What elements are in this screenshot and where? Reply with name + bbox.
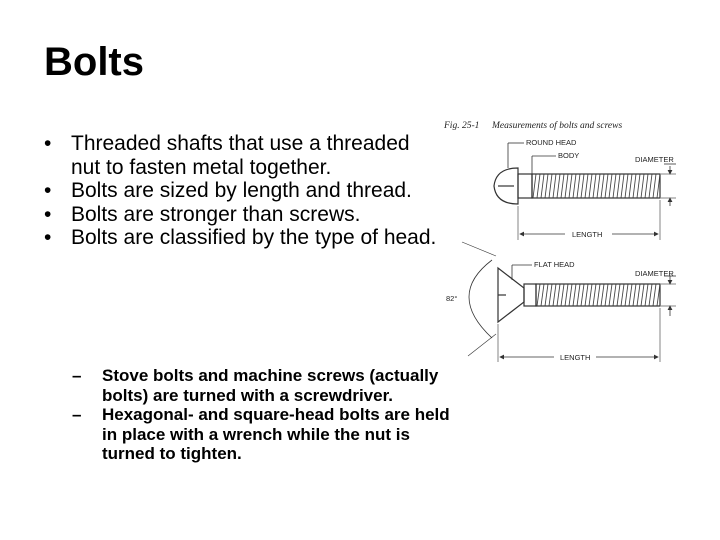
thread-line <box>645 284 648 306</box>
thread-line <box>537 284 540 306</box>
bullet-text: Bolts are stronger than screws. <box>71 202 361 226</box>
bullet-item <box>44 132 439 179</box>
thread-line <box>561 174 564 198</box>
thread-line <box>553 174 556 198</box>
thread-line <box>569 284 572 306</box>
thread-line <box>581 284 584 306</box>
thread-line <box>637 174 640 198</box>
round-head-label: ROUND HEAD <box>526 138 577 147</box>
thread-line <box>621 284 624 306</box>
thread-line <box>589 174 592 198</box>
thread-line <box>549 284 552 306</box>
sub-bullet-item <box>72 405 462 464</box>
bullet-item <box>44 179 439 203</box>
thread-line <box>565 284 568 306</box>
thread-pattern <box>537 284 660 306</box>
sub-bullet-text: Hexagonal- and square-head bolts are held in place with a wrench while the nut is turned to tighten. <box>102 405 450 463</box>
bullet-text: Bolts are sized by length and thread. <box>71 179 412 202</box>
thread-line <box>585 174 588 198</box>
bullet-list <box>44 132 439 250</box>
sub-bullet-marker: – <box>72 366 82 385</box>
thread-line <box>553 284 556 306</box>
thread-line <box>609 174 612 198</box>
figure-caption-text: Measurements of bolts and screws <box>492 121 623 131</box>
bullet-marker: • <box>44 179 52 202</box>
thread-line <box>633 174 636 198</box>
thread-line <box>625 284 628 306</box>
bullet-text: Bolts are classified by the type of head. <box>71 226 437 249</box>
thread-line <box>637 284 640 306</box>
thread-line <box>577 174 580 198</box>
thread-line <box>625 174 628 198</box>
diameter-label-bottom: DIAMETER <box>635 269 674 278</box>
thread-line <box>633 284 636 306</box>
length-label-top: LENGTH <box>572 230 603 239</box>
round-head-bolt <box>494 168 660 204</box>
thread-line <box>549 174 552 198</box>
angle-label: 82° <box>446 294 458 303</box>
thread-line <box>629 284 632 306</box>
thread-line <box>605 284 608 306</box>
thread-line <box>581 174 584 198</box>
thread-line <box>569 174 572 198</box>
sub-bullet-marker: – <box>72 405 82 424</box>
bullet-item <box>44 226 439 250</box>
thread-line <box>617 284 620 306</box>
thread-line <box>645 174 648 198</box>
thread-line <box>573 174 576 198</box>
bullet-marker: • <box>44 132 52 155</box>
thread-line <box>585 284 588 306</box>
body-label: BODY <box>558 151 580 160</box>
thread-line <box>593 174 596 198</box>
thread-line <box>629 174 632 198</box>
bolt-diagram <box>440 110 695 380</box>
thread-line <box>653 174 656 198</box>
length-label-bottom: LENGTH <box>560 353 591 362</box>
thread-line <box>589 284 592 306</box>
thread-line <box>617 174 620 198</box>
thread-line <box>649 284 652 306</box>
sub-bullet-text: Stove bolts and machine screws (actually bolts) are turned with a screwdriver. <box>102 366 439 405</box>
thread-line <box>621 174 624 198</box>
bullet-text: Threaded shafts that use a threaded nut to fasten metal together. <box>71 132 410 179</box>
thread-line <box>653 284 656 306</box>
thread-line <box>609 284 612 306</box>
thread-line <box>573 284 576 306</box>
thread-line <box>641 284 644 306</box>
figure-caption-number: Fig. 25-1 <box>444 121 480 131</box>
thread-pattern <box>533 174 660 198</box>
diameter-label-top: DIAMETER <box>635 155 674 164</box>
thread-line <box>565 174 568 198</box>
thread-line <box>561 284 564 306</box>
thread-line <box>613 174 616 198</box>
flat-head-label: FLAT HEAD <box>534 260 575 269</box>
sub-bullet-list <box>72 366 462 464</box>
bullet-marker: • <box>44 226 52 249</box>
thread-line <box>605 174 608 198</box>
thread-line <box>597 284 600 306</box>
thread-line <box>545 284 548 306</box>
thread-line <box>597 174 600 198</box>
thread-line <box>649 174 652 198</box>
thread-line <box>537 174 540 198</box>
thread-line <box>641 174 644 198</box>
sub-bullet-item <box>72 366 462 405</box>
thread-line <box>533 174 536 198</box>
thread-line <box>557 284 560 306</box>
slide-title: Bolts <box>44 40 144 84</box>
thread-line <box>601 284 604 306</box>
bullet-item <box>44 203 439 227</box>
thread-line <box>545 174 548 198</box>
thread-line <box>601 174 604 198</box>
thread-line <box>613 284 616 306</box>
thread-line <box>593 284 596 306</box>
thread-line <box>541 174 544 198</box>
thread-line <box>577 284 580 306</box>
thread-line <box>557 174 560 198</box>
thread-line <box>541 284 544 306</box>
bullet-marker: • <box>44 202 52 226</box>
bolt-measurement-figure <box>440 110 695 380</box>
